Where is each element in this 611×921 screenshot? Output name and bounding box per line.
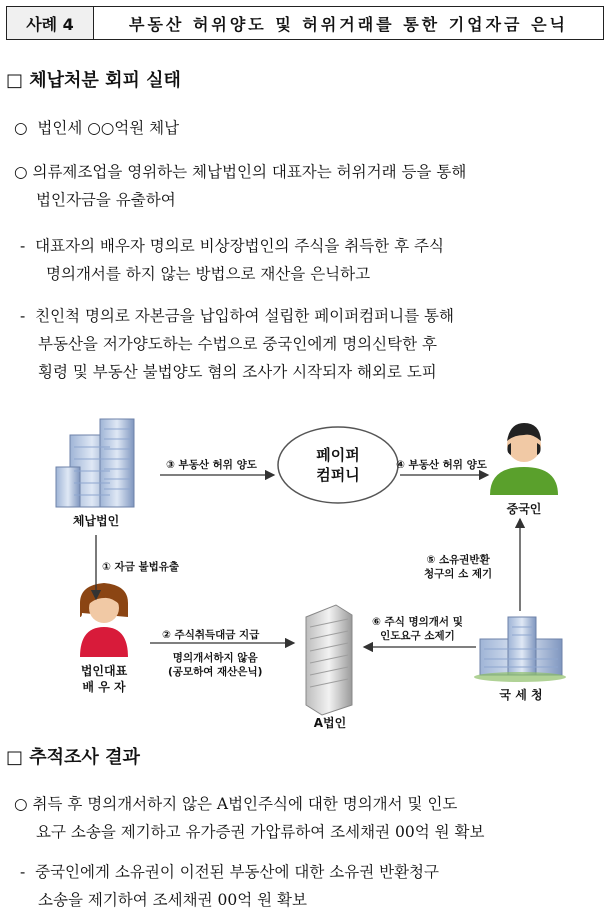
building-icon bbox=[56, 419, 134, 507]
list-item: ○ 의류제조업을 영위하는 체납법인의 대표자는 허위거래 등을 통해 법인자금을 유출하여 bbox=[14, 163, 467, 209]
list-item: - 친인척 명의로 자본금을 납입하여 설립한 페이퍼컴퍼니를 통해 부동산을 저가양도하는 수법으로 중국인에게 명의신탁한 후 횡령 및 부동산 불법양도 혐의 조사가 시작되자 해외로 도피 bbox=[20, 307, 454, 381]
arrow-2-note: 명의개서하지 않음 (공모하여 재산은닉) bbox=[168, 652, 263, 678]
arrow-4-label: ④ 부동산 허위 양도 bbox=[396, 459, 487, 471]
case-header bbox=[6, 6, 604, 40]
case-title: 부동산 허위양도 및 허위거래를 통한 기업자금 은닉 bbox=[129, 14, 568, 34]
arrow-1-label: ① 자금 불법유출 bbox=[102, 561, 180, 573]
debtor-company-label: 체납법인 bbox=[72, 514, 120, 528]
list-item: - 중국인에게 소유권이 이전된 부동산에 대한 소유권 반환청구 소송을 제기하여 조세채권 00억 원 확보 bbox=[20, 863, 439, 909]
person-icon bbox=[490, 423, 558, 495]
list-item: ○ 법인세 ○○억원 체납 bbox=[14, 119, 180, 137]
woman-icon bbox=[80, 583, 128, 657]
arrow-3-label: ③ 부동산 허위 양도 bbox=[166, 459, 257, 471]
section-heading-result: □ 추적조사 결과 bbox=[6, 747, 140, 768]
flow-diagram bbox=[0, 405, 611, 730]
paper-company-label: 페이퍼 컴퍼니 bbox=[316, 446, 360, 484]
a-corp-label: A법인 bbox=[313, 716, 347, 730]
list-item: - 대표자의 배우자 명의로 비상장법인의 주식을 취득한 후 주식 명의개서를 하지 않는 방법으로 재산을 은닉하고 bbox=[20, 237, 444, 283]
arrow-2-label: ② 주식취득대금 지급 bbox=[162, 629, 260, 641]
arrow-5-label: ⑤ 소유권반환 청구의 소 제기 bbox=[424, 554, 493, 580]
tax-office-label: 국 세 청 bbox=[499, 688, 543, 702]
section-heading-evasion: □ 체납처분 회피 실태 bbox=[6, 70, 181, 91]
case-label: 사례 4 bbox=[7, 7, 94, 39]
chinese-person-label: 중국인 bbox=[506, 502, 542, 516]
spouse-label: 법인대표 배 우 자 bbox=[80, 664, 128, 694]
building-icon bbox=[306, 605, 352, 715]
arrow-6-label: ⑥ 주식 명의개서 및 인도요구 소제기 bbox=[372, 616, 463, 642]
list-item: ○ 취득 후 명의개서하지 않은 A법인주식에 대한 명의개서 및 인도 요구 소송을 제기하고 유가증권 가압류하여 조세채권 00억 원 확보 bbox=[14, 795, 485, 841]
tax-office-icon bbox=[474, 617, 566, 682]
